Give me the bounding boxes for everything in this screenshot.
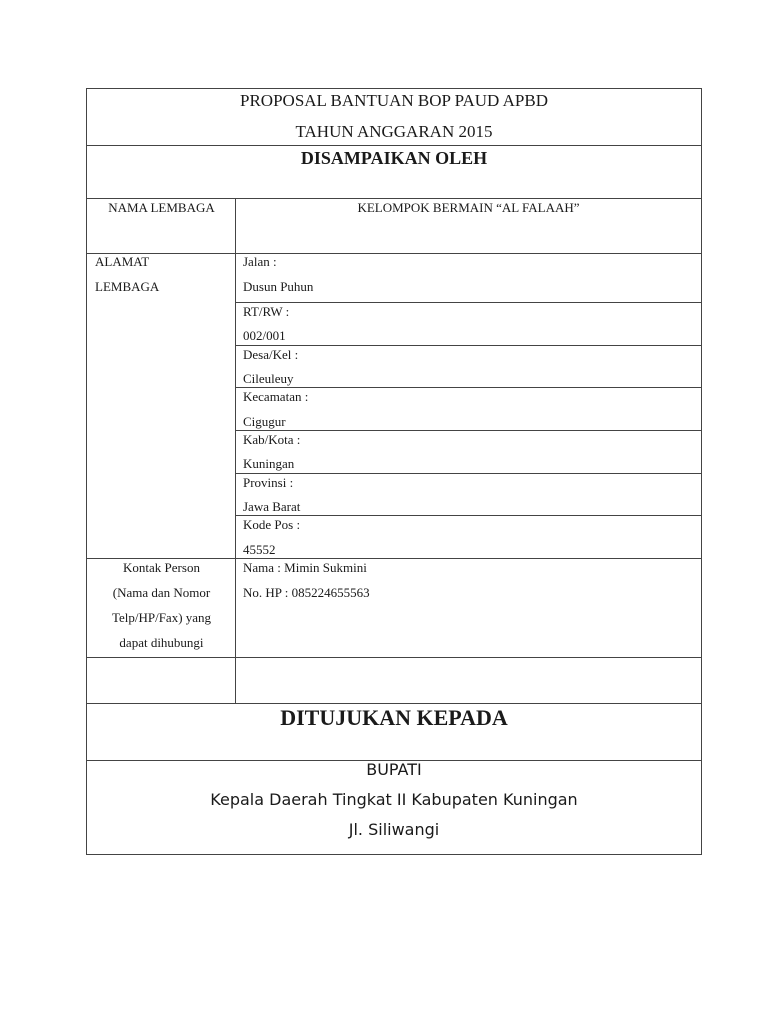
province-label: Provinsi : — [243, 475, 294, 490]
row-divider — [87, 145, 701, 146]
district-label: Kecamatan : — [243, 389, 309, 404]
recipient-office: Kepala Daerah Tingkat II Kabupaten Kuningan — [210, 790, 578, 809]
recipient-title: BUPATI — [366, 760, 422, 779]
street-value: Dusun Puhun — [243, 279, 314, 294]
row-divider — [87, 198, 701, 199]
address-row-divider — [236, 473, 701, 474]
address-row-divider — [236, 302, 701, 303]
street-label: Jalan : — [243, 254, 277, 269]
row-divider — [87, 253, 701, 254]
contact-label-line3: Telp/HP/Fax) yang — [111, 610, 212, 625]
regency-label: Kab/Kota : — [243, 432, 301, 447]
contact-label-line1: Kontak Person — [123, 560, 200, 575]
address-label-line2: LEMBAGA — [95, 279, 160, 294]
rt-rw-value: 002/001 — [243, 328, 286, 343]
row-divider — [87, 558, 701, 559]
address-row-divider — [236, 345, 701, 346]
address-row-divider — [236, 387, 701, 388]
regency-value: Kuningan — [243, 456, 295, 471]
address-label-line1: ALAMAT — [95, 254, 150, 269]
postal-code-label: Kode Pos : — [243, 517, 301, 532]
contact-label-line4: dapat dihubungi — [119, 635, 204, 650]
column-divider — [235, 198, 236, 703]
village-label: Desa/Kel : — [243, 347, 299, 362]
address-row-divider — [236, 430, 701, 431]
contact-name: Nama : Mimin Sukmini — [243, 560, 367, 575]
row-divider — [87, 703, 701, 704]
budget-year-title: TAHUN ANGGARAN 2015 — [295, 122, 493, 141]
village-value: Cileuleuy — [243, 371, 294, 386]
recipient-address: Jl. Siliwangi — [348, 820, 440, 839]
institution-name-label: NAMA LEMBAGA — [108, 200, 215, 215]
submitted-by-heading: DISAMPAIKAN OLEH — [300, 148, 488, 168]
institution-name-value: KELOMPOK BERMAIN “AL FALAAH” — [357, 200, 580, 215]
contact-phone: No. HP : 085224655563 — [243, 585, 370, 600]
postal-code-value: 45552 — [243, 542, 276, 557]
proposal-title: PROPOSAL BANTUAN BOP PAUD APBD — [240, 91, 548, 110]
proposal-cover-form — [86, 88, 702, 855]
district-value: Cigugur — [243, 414, 286, 429]
province-value: Jawa Barat — [243, 499, 301, 514]
row-divider — [87, 657, 701, 658]
rt-rw-label: RT/RW : — [243, 304, 290, 319]
addressed-to-heading: DITUJUKAN KEPADA — [280, 705, 508, 730]
contact-label-line2: (Nama dan Nomor — [112, 585, 211, 600]
address-row-divider — [236, 515, 701, 516]
